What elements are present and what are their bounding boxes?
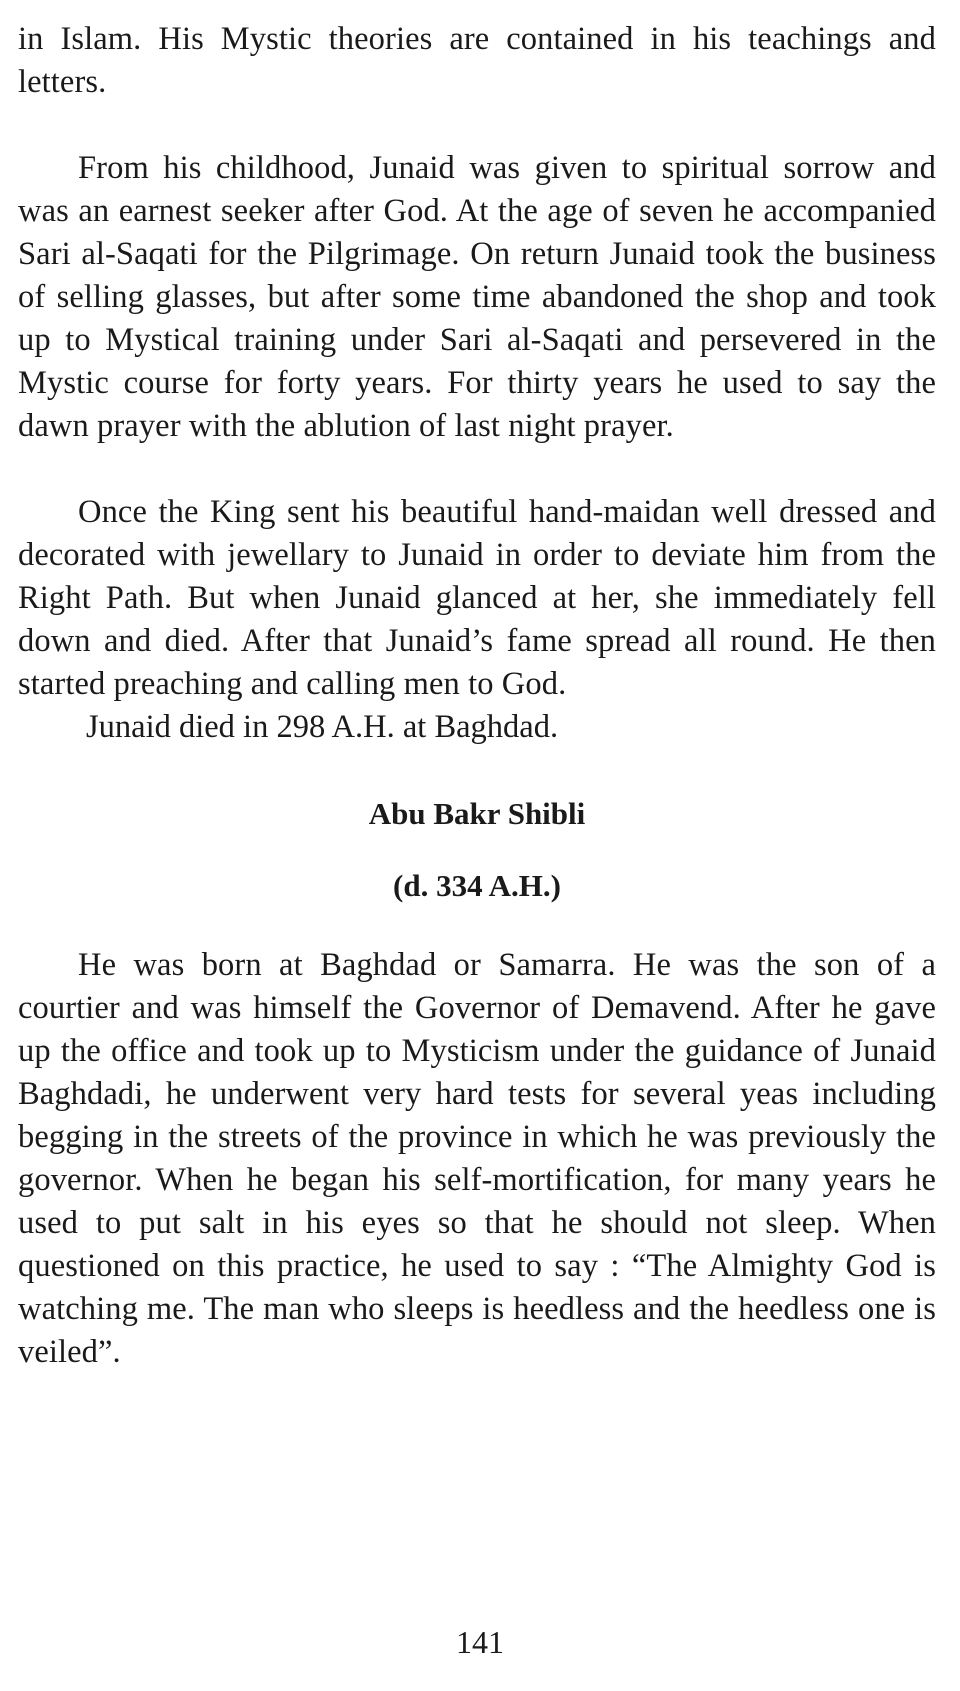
section-subtitle: (d. 334 A.H.) bbox=[393, 868, 561, 903]
page-number: 141 bbox=[456, 1624, 504, 1660]
paragraph-junaid-childhood: From his childhood, Junaid was given to spiritual sorrow and was an earnest seeker after God. At the age of seven he accompanied Sari al-Saqati for the Pilgrimage. On return Junaid took the business of selling glasses, but after some time abandoned the shop and took up to Mystical training under Sari al-Saqati and persevered in the Mystic course for forty years. For thirty years he used to say the dawn prayer with the ablution of last night prayer. bbox=[18, 150, 936, 444]
page-body bbox=[18, 18, 936, 1374]
paragraph-junaid-death: Junaid died in 298 A.H. at Baghdad. bbox=[86, 709, 559, 745]
paragraph-junaid-king: Once the King sent his beautiful hand-maidan well dressed and decorated with jewellary to Junaid in order to deviate him from the Right Path. But when Junaid glanced at her, she immediately fell down and died. After that Junaid’s fame spread all round. He then started preaching and calling men to God. bbox=[18, 494, 936, 702]
section-title: Abu Bakr Shibli bbox=[368, 796, 586, 831]
paragraph-continuation: in Islam. His Mystic theories are contained in his teachings and letters. bbox=[18, 21, 936, 100]
paragraph-shibli: He was born at Baghdad or Samarra. He was the son of a courtier and was himself the Governor of Demavend. After he gave up the office and took up to Mysticism under the guidance of Junaid Baghdadi, he underwent very hard tests for several yeas including begging in the streets of the province in which he was previously the governor. When he began his self-mortification, for many years he used to put salt in his eyes so that he should not sleep. When questioned on this practice, he used to say : “The Almighty God is watching me. The man who sleeps is heedless and the heedless one is veiled”. bbox=[18, 947, 936, 1370]
